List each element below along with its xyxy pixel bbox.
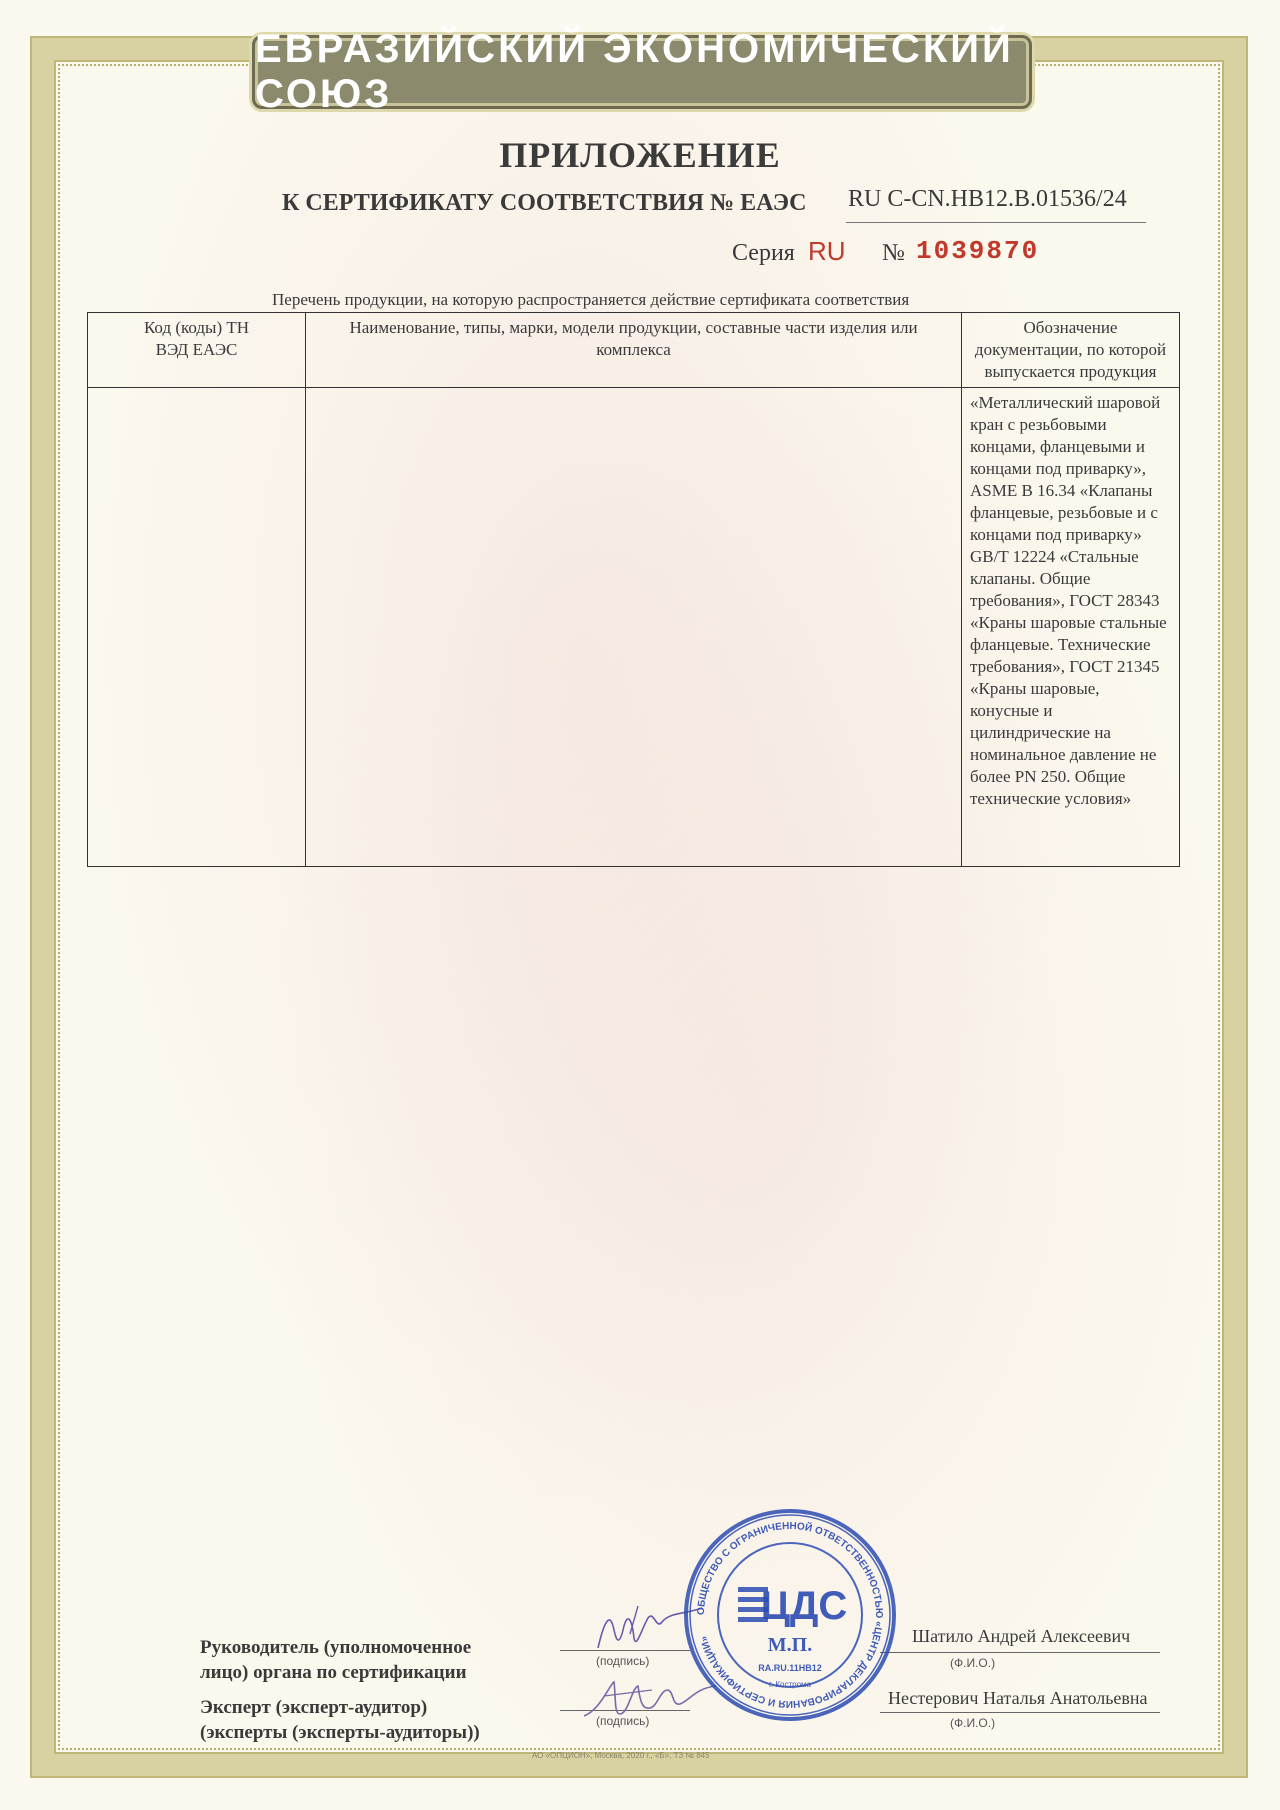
head-name-line bbox=[880, 1652, 1160, 1653]
number-value: 1039870 bbox=[916, 236, 1040, 266]
stamp-reg: RA.RU.11НВ12 bbox=[758, 1663, 822, 1673]
header-name: Наименование, типы, марки, модели продукции, составные части изделия или комплекса bbox=[306, 313, 962, 388]
expert-name: Нестерович Наталья Анатольевна bbox=[888, 1688, 1148, 1708]
head-name: Шатило Андрей Алексеевич bbox=[912, 1626, 1131, 1646]
series-label: Серия bbox=[732, 240, 795, 266]
cell-name bbox=[306, 388, 962, 867]
expert-label-line-2: (эксперты (эксперты-аудиторы)) bbox=[200, 1722, 480, 1743]
eaeu-banner: ЕВРАЗИЙСКИЙ ЭКОНОМИЧЕСКИЙ СОЮЗ bbox=[252, 35, 1032, 109]
table-header-row bbox=[88, 313, 1180, 388]
certification-stamp bbox=[680, 1505, 900, 1725]
head-name-caption: (Ф.И.О.) bbox=[950, 1656, 996, 1670]
expert-name-caption: (Ф.И.О.) bbox=[950, 1716, 996, 1730]
expert-label-line-1: Эксперт (эксперт-аудитор) bbox=[200, 1697, 428, 1718]
table-row bbox=[88, 388, 1180, 867]
expert-name-line bbox=[880, 1712, 1160, 1713]
head-sign-caption: (подпись) bbox=[596, 1654, 650, 1668]
head-label-line-2: лицо) органа по сертификации bbox=[200, 1662, 467, 1683]
header-code: Код (коды) ТН ВЭД ЕАЭС bbox=[88, 313, 306, 388]
stamp-mp: М.П. bbox=[767, 1634, 813, 1656]
header-docs: Обозначение документации, по которой выпускается продукция bbox=[962, 313, 1180, 388]
products-table bbox=[87, 312, 1180, 867]
list-caption: Перечень продукции, на которую распространяется действие сертификата соответствия bbox=[272, 290, 910, 309]
head-label-line-1: Руководитель (уполномоченное bbox=[200, 1637, 472, 1658]
series-value: RU bbox=[808, 236, 846, 266]
page-title: ПРИЛОЖЕНИЕ bbox=[499, 135, 781, 175]
cell-docs: «Металлический шаровой кран с резьбовыми концами, фланцевыми и концами под приварку», ASME B 16.34 «Клапаны фланцевые, резьбовые и с концами под приварку» GB/T 12224 «Стальные клапаны. Общие требования», ГОСТ 28343 «Краны шаровые стальные фланцевые. Технические требования», ГОСТ 21345 «Краны шаровые, конусные и цилиндрические на номинальное давление не более PN 250. Общие технические условия» bbox=[962, 388, 1180, 867]
number-label: № bbox=[882, 240, 905, 266]
printer-note: АО «ОПЦИОН», Москва, 2020 г., «Б», ТЗ № 845 bbox=[532, 1751, 710, 1760]
head-label bbox=[200, 1635, 471, 1685]
stamp-center-text: ЦДС bbox=[760, 1584, 848, 1628]
cell-code bbox=[88, 388, 306, 867]
certificate-number: RU C-CN.НВ12.В.01536/24 bbox=[848, 186, 1127, 212]
certificate-underline bbox=[846, 222, 1146, 223]
stamp-ring-text: ОБЩЕСТВО С ОГРАНИЧЕННОЙ ОТВЕТСТВЕННОСТЬЮ «ЦЕНТР ДЕКЛАРИРОВАНИЯ И СЕРТИФИКАЦИИ» bbox=[695, 1520, 885, 1710]
certificate-label: К СЕРТИФИКАТУ СООТВЕТСТВИЯ № ЕАЭС bbox=[282, 190, 807, 216]
expert-label bbox=[200, 1695, 480, 1745]
stamp-city: г. Кострома bbox=[768, 1680, 812, 1689]
expert-sign-caption: (подпись) bbox=[596, 1714, 650, 1728]
